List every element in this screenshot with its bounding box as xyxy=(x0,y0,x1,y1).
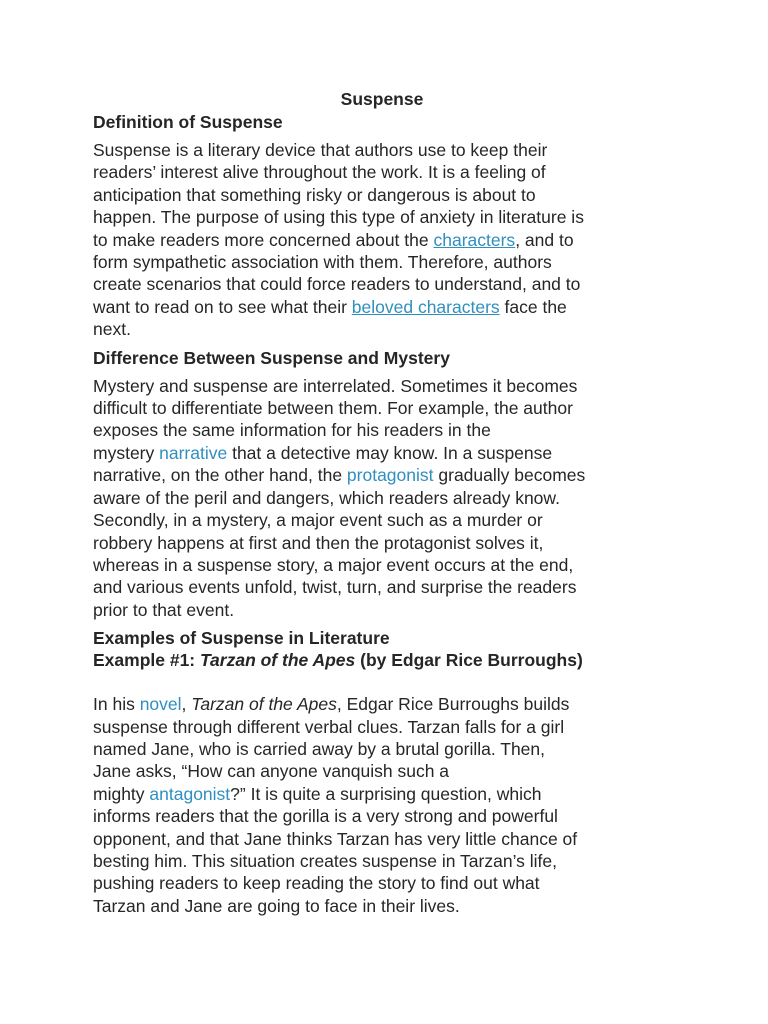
text-run: , xyxy=(181,694,192,715)
paragraph-example-1 xyxy=(93,693,693,917)
example-title: Tarzan of the Apes xyxy=(200,650,356,671)
text-run: gradually becomes aware of the peril and dangers, which readers already know. Secondly, in a mystery, a major event such as a murder or robbery happens at first and then the protagonist solves it, whereas in a suspense story, a major event occurs at the end, and various events unfold, twist, turn, and surprise the readers prior to that event. xyxy=(93,465,586,620)
blank-line xyxy=(93,671,693,693)
document-title: Suspense xyxy=(340,89,424,109)
heading-example-1 xyxy=(93,649,693,671)
paragraph-definition xyxy=(93,139,693,341)
link-characters[interactable]: characters xyxy=(433,229,516,250)
text-run: Mystery and suspense are interrelated. Sometimes it becomes difficult to differentiate between them. For example, the author exposes the same information for his readers in the mystery xyxy=(93,375,578,463)
heading-difference: Difference Between Suspense and Mystery xyxy=(93,347,450,368)
link-novel[interactable]: novel xyxy=(139,694,182,715)
book-title: Tarzan of the Apes xyxy=(191,694,337,715)
text-run: , Edgar Rice Burroughs builds suspense through different verbal clues. Tarzan falls for a girl named Jane, who is carried away by a brutal gorilla. Then, Jane asks, “How can anyone vanquish such a mighty xyxy=(93,694,570,804)
link-protagonist[interactable]: protagonist xyxy=(346,465,434,486)
paragraph-difference xyxy=(93,375,693,621)
document-page xyxy=(93,88,693,917)
link-antagonist[interactable]: antagonist xyxy=(149,783,231,804)
text-run: ?” It is quite a surprising question, which informs readers that the gorilla is a very strong and powerful opponent, and that Jane thinks Tarzan has very little chance of besting him. This situation creates suspense in Tarzan’s life, pushing readers to keep reading the story to find out what Tarzan and Jane are going to face in their lives. xyxy=(93,783,578,916)
text-run: Suspense is a literary device that authors use to keep their readers’ interest alive throughout the work. It is a feeling of anticipation that something risky or dangerous is about to happen. The purpose of using this type of anxiety in literature is to make readers more concerned about the xyxy=(93,140,584,250)
example-label: Example #1: xyxy=(93,650,200,671)
link-narrative[interactable]: narrative xyxy=(159,442,228,463)
text-run: face the next. xyxy=(93,296,567,340)
heading-examples: Examples of Suspense in Literature xyxy=(93,628,390,649)
heading-definition: Definition of Suspense xyxy=(93,112,283,132)
example-author: (by Edgar Rice Burroughs) xyxy=(355,650,583,671)
text-run: In his xyxy=(93,694,140,715)
text-run: that a detective may know. In a suspense narrative, on the other hand, the xyxy=(93,442,553,486)
link-beloved-characters[interactable]: beloved characters xyxy=(351,296,500,317)
text-run: , and to form sympathetic association with them. Therefore, authors create scenarios that could force readers to understand, and to want to read on to see what their xyxy=(93,229,581,317)
